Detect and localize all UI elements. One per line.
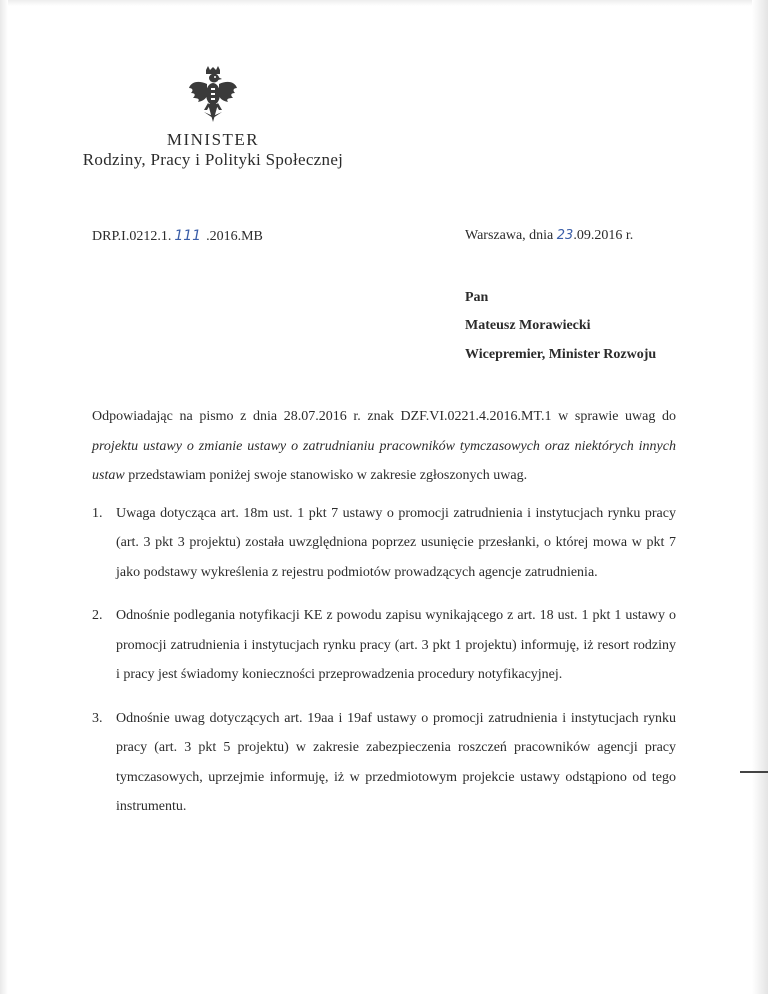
reference-handwritten-number: 111 — [174, 228, 202, 244]
intro-italic-title: projektu ustawy o zmianie ustawy o zatrudnianiu pracowników tymczasowych oraz niektórych innych ustaw — [92, 438, 676, 483]
letter-body — [92, 402, 676, 836]
reference-prefix: DRP.I.0212.1. — [92, 229, 172, 244]
list-item — [92, 704, 676, 822]
addressee-salutation: Pan — [465, 290, 489, 305]
date-suffix: .09.2016 r. — [573, 228, 634, 243]
ministry-name: Rodziny, Pracy i Polityki Społecznej — [82, 150, 344, 169]
polish-eagle-emblem-icon — [188, 66, 238, 124]
point-text: Uwaga dotycząca art. 18m ust. 1 pkt 7 ustawy o promocji zatrudnienia i instytucjach rynku pracy (art. 3 pkt 3 projektu) została uwzględniona poprzez usunięcie przesłanki, o której mowa w pkt 7 jako podstawy wykreślenia z rejestru podmiotów prowadzących agencje zatrudnienia. — [116, 505, 676, 580]
scan-edge-top — [0, 0, 768, 6]
list-item — [92, 601, 676, 690]
intro-part1: Odpowiadając na pismo z dnia 28.07.2016 r. znak DZF.VI.0221.4.2016.MT.1 w sprawie uwag do — [92, 409, 676, 424]
addressee-position: Wicepremier, Minister Rozwoju — [465, 347, 657, 362]
list-item — [92, 499, 676, 588]
minister-title: MINISTER — [166, 130, 260, 149]
point-text: Odnośnie uwag dotyczących art. 19aa i 19af ustawy o promocji zatrudnienia i instytucjach rynku pracy (art. 3 pkt 5 projektu) w zakresie zabezpieczenia roszczeń pracowników agencji pracy tymczasowych, uprzejmie informuję, iż w przedmiotowym projekcie ustawy odstąpiono od tego instrumentu. — [116, 710, 676, 814]
scan-edge-left — [0, 0, 8, 994]
intro-paragraph — [92, 402, 676, 491]
point-number: 1. — [92, 505, 103, 521]
scan-edge-right — [752, 0, 768, 994]
date-prefix: Warszawa, dnia — [465, 228, 557, 243]
reference-number — [92, 228, 263, 245]
point-number: 3. — [92, 710, 103, 726]
point-text: Odnośnie podlegania notyfikacji KE z powodu zapisu wynikającego z art. 18 ust. 1 pkt 1 ustawy o promocji zatrudnienia i instytucjach rynku pracy (art. 3 pkt 1 projektu) informuję, iż resort rodziny i pracy jest świadomy konieczności przeprowadzenia procedury notyfikacyjnej. — [116, 608, 676, 682]
place-and-date — [465, 228, 633, 244]
points-list — [92, 499, 676, 822]
addressee-name: Mateusz Morawiecki — [465, 318, 591, 333]
reference-suffix: .2016.MB — [206, 229, 263, 244]
scan-edge-mark — [740, 771, 768, 773]
point-number: 2. — [92, 608, 103, 623]
intro-part2: przedstawiam poniżej swoje stanowisko w zakresie zgłoszonych uwag. — [124, 468, 528, 483]
date-handwritten-day: 23 — [556, 228, 574, 243]
